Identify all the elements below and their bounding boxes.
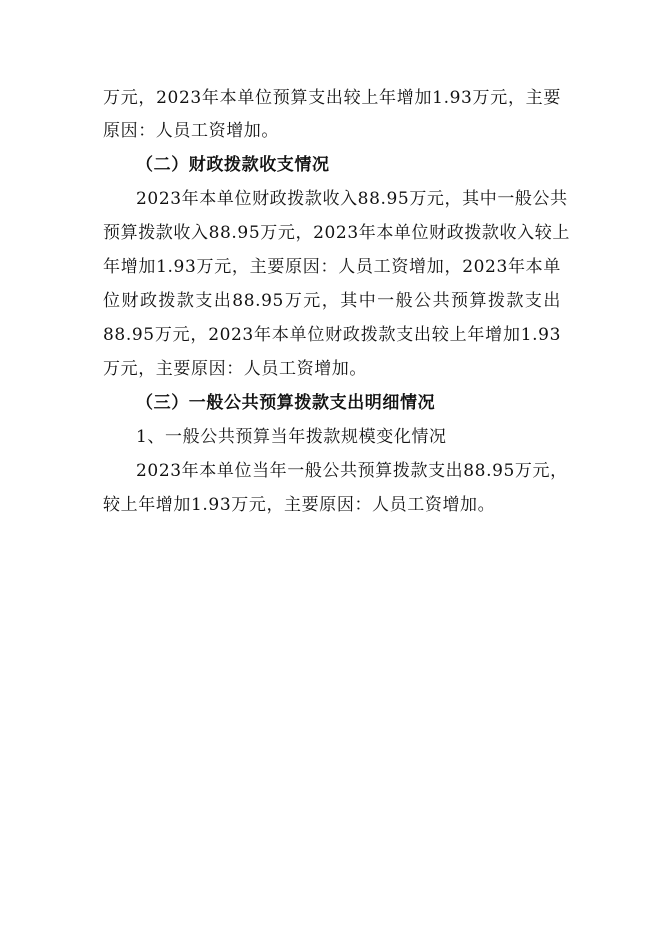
paragraph-line-8: 万元，主要原因：人员工资增加。 [103, 359, 367, 379]
paragraph-line-2: 原因：人员工资增加。 [103, 121, 279, 141]
paragraph-line-1: 万元，2023年本单位预算支出较上年增加1.93万元，主要 [103, 88, 561, 108]
paragraph-line-3: 2023年本单位财政拨款收入88.95万元，其中一般公共 [136, 189, 568, 209]
paragraph-line-6: 位财政拨款支出88.95万元，其中一般公共预算拨款支出 [103, 291, 561, 311]
paragraph-line-4: 预算拨款收入88.95万元，2023年本单位财政拨款收入较上 [103, 223, 570, 243]
section-heading-3: （三）一般公共预算拨款支出明细情况 [136, 393, 436, 413]
paragraph-line-10: 较上年增加1.93万元，主要原因：人员工资增加。 [103, 495, 496, 515]
paragraph-line-5: 年增加1.93万元，主要原因：人员工资增加，2023年本单 [103, 257, 561, 277]
paragraph-line-7: 88.95万元，2023年本单位财政拨款支出较上年增加1.93 [103, 325, 561, 345]
paragraph-line-9: 2023年本单位当年一般公共预算拨款支出88.95万元， [136, 461, 568, 481]
subheading-1: 1、一般公共预算当年拨款规模变化情况 [136, 427, 447, 447]
section-heading-2: （二）财政拨款收支情况 [136, 155, 330, 175]
